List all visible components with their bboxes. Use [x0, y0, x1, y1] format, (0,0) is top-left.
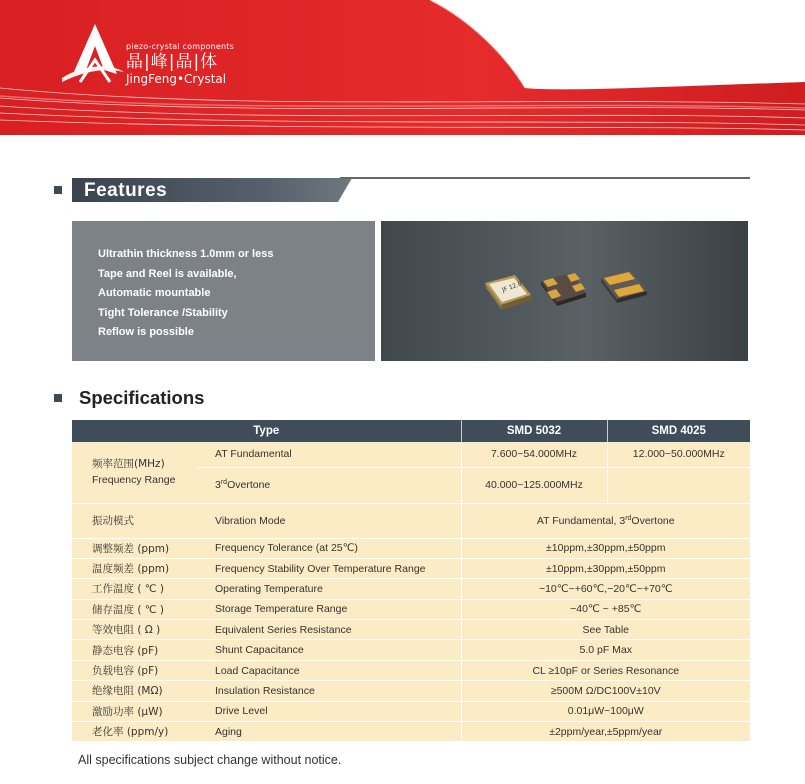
- table-row: [72, 599, 750, 619]
- row-value: CL ≥10pF or Series Resonance: [461, 660, 750, 680]
- row-label-cn: 调整频差 (ppm): [72, 538, 197, 558]
- header-banner: [0, 0, 805, 135]
- table-row: [72, 503, 750, 538]
- freq-range-en: Frequency Range: [92, 474, 176, 487]
- vibration-en: Vibration Mode: [197, 503, 461, 538]
- vibration-value-sup: rd: [625, 514, 632, 522]
- row-value: ±2ppm/year,±5ppm/year: [461, 722, 750, 742]
- specifications-title: Specifications: [79, 387, 205, 408]
- freq-range-label: [72, 442, 197, 503]
- row-value: ±10ppm,±30ppm,±50ppm: [461, 558, 750, 578]
- row-value: 5.0 pF Max: [461, 640, 750, 660]
- features-title: Features: [84, 180, 168, 201]
- row-label-en: Frequency Tolerance (at 25℃): [197, 538, 461, 558]
- overtone-num: 3: [215, 479, 221, 491]
- row-value: ≥500M Ω/DC100V±10V: [461, 681, 750, 701]
- row-value: See Table: [461, 620, 750, 640]
- table-row: [72, 722, 750, 742]
- table-row: [72, 442, 750, 467]
- vibration-value-post: Overtone: [631, 514, 675, 527]
- row-label-cn: 负载电容 (pF): [72, 660, 197, 680]
- features-bullet-icon: [54, 186, 62, 194]
- table-row: [72, 538, 750, 558]
- overtone-label: [197, 467, 461, 503]
- feature-item: Tight Tolerance /Stability: [98, 306, 228, 319]
- brand-name-en: JingFeng•Crystal: [126, 72, 227, 86]
- vibration-value: [461, 503, 750, 538]
- crystal-chip-bottom: [541, 273, 586, 306]
- table-row: [72, 620, 750, 640]
- row-value: 0.01μW~100μW: [461, 701, 750, 721]
- feature-item: Tape and Reel is available,: [98, 267, 237, 280]
- overtone-sup: rd: [220, 479, 228, 486]
- overtone-text: Overtone: [227, 479, 271, 491]
- row-label-en: Equivalent Series Resistance: [197, 620, 461, 640]
- header-type: Type: [72, 420, 461, 442]
- crystal-chips-image: [381, 221, 748, 361]
- table-header-row: [72, 420, 750, 442]
- crystal-chip-pads: [601, 271, 647, 303]
- row-label-cn: 等效电阻 ( Ω ): [72, 620, 197, 640]
- row-label-en: Shunt Capacitance: [197, 640, 461, 660]
- vibration-value-text: AT Fundamental, 3: [536, 514, 626, 527]
- brand-tagline: piezo-crystal components: [126, 42, 234, 51]
- header-smd4025: SMD 4025: [607, 420, 750, 442]
- row-label-en: Insulation Resistance: [197, 681, 461, 701]
- feature-item: Automatic mountable: [98, 287, 211, 299]
- table-row: [72, 579, 750, 599]
- at-range-4025: 12.000~50.000MHz: [607, 442, 750, 467]
- row-label-cn: 工作温度 ( ℃ ): [72, 579, 197, 599]
- ot-range-5032: 40.000~125.000MHz: [461, 467, 607, 503]
- row-label-en: Drive Level: [197, 701, 461, 721]
- vibration-cn: 振动模式: [72, 503, 197, 538]
- row-value: −10℃~+60℃,−20℃~+70℃: [461, 579, 750, 599]
- row-label-en: Operating Temperature: [197, 579, 461, 599]
- ot-range-4025: [607, 467, 750, 503]
- header-smd5032: SMD 5032: [461, 420, 607, 442]
- table-row: [72, 660, 750, 680]
- features-list: [98, 245, 273, 343]
- freq-range-cn: 频率范围(MHz): [92, 458, 165, 471]
- table-row: [72, 640, 750, 660]
- feature-item: Reflow is possible: [98, 326, 194, 338]
- row-label-cn: 储存温度 ( ℃ ): [72, 599, 197, 619]
- row-label-cn: 激励功率 (μW): [72, 701, 197, 721]
- table-row: [72, 701, 750, 721]
- row-value: −40℃ ~ +85℃: [461, 599, 750, 619]
- row-value: ±10ppm,±30ppm,±50ppm: [461, 538, 750, 558]
- logo-text: [126, 42, 234, 86]
- specifications-table: [72, 420, 750, 742]
- row-label-cn: 温度频差 (ppm): [72, 558, 197, 578]
- table-row: [72, 558, 750, 578]
- row-label-en: Frequency Stability Over Temperature Range: [197, 558, 461, 578]
- row-label-cn: 老化率 (ppm/y): [72, 722, 197, 742]
- at-range-5032: 7.600~54.000MHz: [461, 442, 607, 467]
- brand-name-cn: 晶|峰|晶|体: [126, 52, 219, 72]
- row-label-en: Storage Temperature Range: [197, 599, 461, 619]
- features-box: [72, 221, 375, 361]
- feature-item: Ultrathin thickness 1.0mm or less: [98, 248, 274, 260]
- product-photo: [381, 221, 748, 361]
- row-label-en: Aging: [197, 722, 461, 742]
- crystal-chip-top: [485, 275, 532, 310]
- row-label-cn: 绝缘电阻 (MΩ): [72, 681, 197, 701]
- specifications-bullet-icon: [54, 394, 62, 402]
- features-divider: [340, 177, 750, 179]
- disclaimer-note: All specifications subject change without notice.: [78, 753, 342, 767]
- chip-marking: JF 12.0: [501, 280, 523, 294]
- at-fundamental-label: AT Fundamental: [197, 442, 461, 467]
- row-label-en: Load Capacitance: [197, 660, 461, 680]
- table-row: [72, 681, 750, 701]
- row-label-cn: 静态电容 (pF): [72, 640, 197, 660]
- banner-graphic: [0, 0, 805, 135]
